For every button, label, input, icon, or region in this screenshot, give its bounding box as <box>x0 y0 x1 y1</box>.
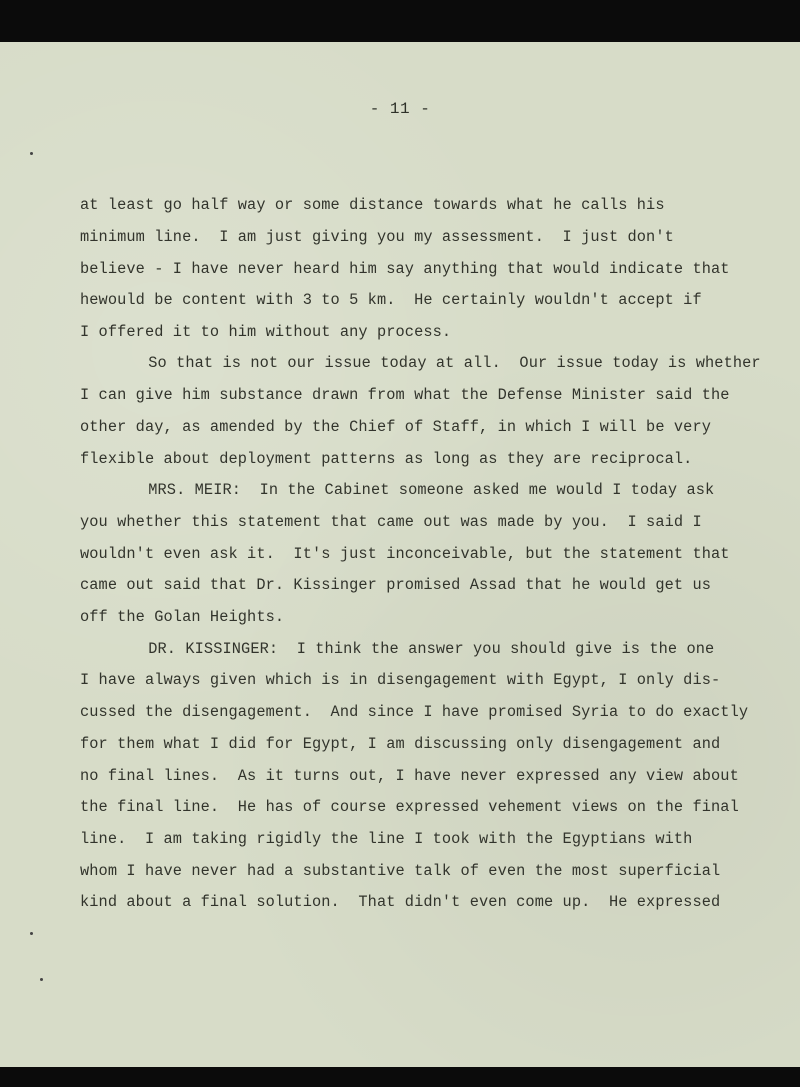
text-line: came out said that Dr. Kissinger promised Assad that he would get us <box>80 576 712 594</box>
text-line: line. I am taking rigidly the line I took with the Egyptians with <box>80 830 693 848</box>
text-line: no final lines. As it turns out, I have never expressed any view about <box>80 767 739 785</box>
page-number: - 11 - <box>369 100 431 118</box>
text-line: other day, as amended by the Chief of Staff, in which I will be very <box>80 418 712 436</box>
text-line: hewould be content with 3 to 5 km. He certainly wouldn't accept if <box>80 291 702 309</box>
text-line: believe - I have never heard him say anything that would indicate that <box>80 260 730 278</box>
paragraph-start-line: So that is not our issue today at all. Our issue today is whether <box>74 354 761 372</box>
speaker-line: DR. KISSINGER: I think the answer you should give is the one <box>74 640 715 658</box>
text-line: I can give him substance drawn from what the Defense Minister said the <box>80 386 730 404</box>
text-line: whom I have never had a substantive talk of even the most superficial <box>80 862 721 880</box>
text-line: I have always given which is in disengagement with Egypt, I only dis- <box>80 671 721 689</box>
text-line: minimum line. I am just giving you my assessment. I just don't <box>80 228 674 246</box>
speaker-line: MRS. MEIR: In the Cabinet someone asked me would I today ask <box>74 481 715 499</box>
text-line: you whether this statement that came out was made by you. I said I <box>80 513 702 531</box>
text-line: for them what I did for Egypt, I am discussing only disengagement and <box>80 735 721 753</box>
text-line: flexible about deployment patterns as long as they are reciprocal. <box>80 450 693 468</box>
text-line: cussed the disengagement. And since I have promised Syria to do exactly <box>80 703 749 721</box>
text-line: I offered it to him without any process. <box>80 323 452 341</box>
margin-speck <box>30 152 33 155</box>
text-line: at least go half way or some distance towards what he calls his <box>80 196 665 214</box>
margin-speck <box>30 932 33 935</box>
margin-speck <box>40 978 43 981</box>
text-line: wouldn't even ask it. It's just inconceivable, but the statement that <box>80 545 730 563</box>
text-line: off the Golan Heights. <box>80 608 285 626</box>
text-line: the final line. He has of course expressed vehement views on the final <box>80 798 739 816</box>
text-line: kind about a final solution. That didn't even come up. He expressed <box>80 893 721 911</box>
